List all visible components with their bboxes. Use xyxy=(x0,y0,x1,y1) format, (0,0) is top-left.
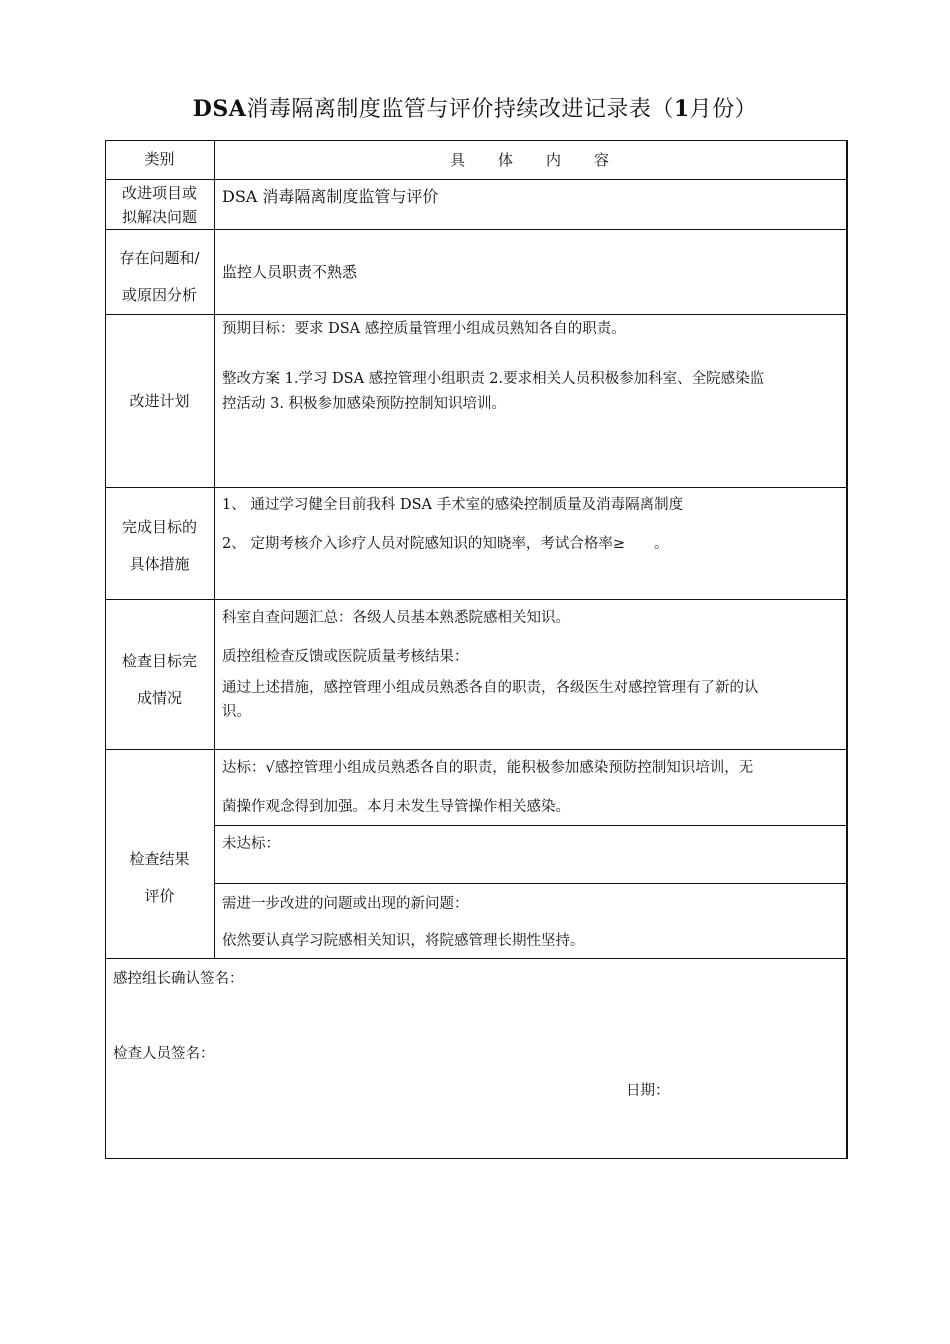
header-content: 具 体 内 容 xyxy=(449,151,610,169)
further-issues-label: 需进一步改进的问题或出现的新问题： xyxy=(222,896,469,912)
measures-item-1: 1、 通过学习健全目前我科 DSA 手术室的感染控制质量及消毒隔离制度 xyxy=(222,497,684,513)
row-divider xyxy=(105,179,848,180)
check-result-line-2: 识。 xyxy=(222,704,251,720)
check-result-line-1: 通过上述措施，感控管理小组成员熟悉各自的职责，各级医生对感控管理有了新的认 xyxy=(222,680,759,696)
sub-row-divider xyxy=(214,825,848,826)
date-field[interactable]: 日期： xyxy=(626,1083,670,1099)
table-border-top xyxy=(105,140,848,141)
inspector-signature-field[interactable]: 检查人员签名： xyxy=(113,1046,215,1062)
leader-signature-field[interactable]: 感控组长确认签名： xyxy=(113,971,244,987)
row-divider xyxy=(105,958,848,959)
self-check-summary: 科室自查问题汇总：各级人员基本熟悉院感相关知识。 xyxy=(222,610,570,626)
further-issues-content: 依然要认真学习院感相关知识，将院感管理长期性坚持。 xyxy=(222,933,585,949)
table-border-bottom xyxy=(105,1158,848,1159)
qc-feedback-label: 质控组检查反馈或医院质量考核结果： xyxy=(222,649,469,665)
project-content: DSA 消毒隔离制度监管与评价 xyxy=(222,187,439,206)
met-standard-line-2: 菌操作观念得到加强。本月未发生导管操作相关感染。 xyxy=(222,799,570,815)
page-title: DSA消毒隔离制度监管与评价持续改进记录表（1月份） xyxy=(192,96,758,122)
project-label: 改进项目或 拟解决问题 xyxy=(121,184,197,226)
header-category: 类别 xyxy=(144,150,175,168)
column-divider xyxy=(214,140,215,958)
problem-label: 存在问题和/ 或原因分析 xyxy=(119,249,200,304)
plan-goal: 预期目标：要求 DSA 感控质量管理小组成员熟知各自的职责。 xyxy=(222,321,626,337)
table-border-right xyxy=(846,140,848,1159)
measures-label: 完成目标的 具体措施 xyxy=(121,518,197,573)
evaluation-label: 检查结果 评价 xyxy=(129,850,190,905)
plan-scheme-line-1: 整改方案 1.学习 DSA 感控管理小组职责 2.要求相关人员积极参加科室、全院感染监 xyxy=(222,371,765,387)
row-divider xyxy=(105,749,848,750)
sub-row-divider xyxy=(214,883,848,884)
check-label: 检查目标完 成情况 xyxy=(121,652,197,707)
met-standard-line-1: 达标：√感控管理小组成员熟悉各自的职责，能积极参加感染预防控制知识培训，无 xyxy=(222,760,754,776)
row-divider xyxy=(105,229,848,230)
problem-content: 监控人员职责不熟悉 xyxy=(222,263,358,281)
row-divider xyxy=(105,487,848,488)
measures-item-2: 2、 定期考核介入诊疗人员对院感知识的知晓率，考试合格率≥ 。 xyxy=(222,536,669,552)
plan-label: 改进计划 xyxy=(129,392,190,410)
plan-scheme-line-2: 控活动 3. 积极参加感染预防控制知识培训。 xyxy=(222,396,507,412)
row-divider xyxy=(105,314,848,315)
not-met-label: 未达标： xyxy=(222,836,280,852)
row-divider xyxy=(105,599,848,600)
